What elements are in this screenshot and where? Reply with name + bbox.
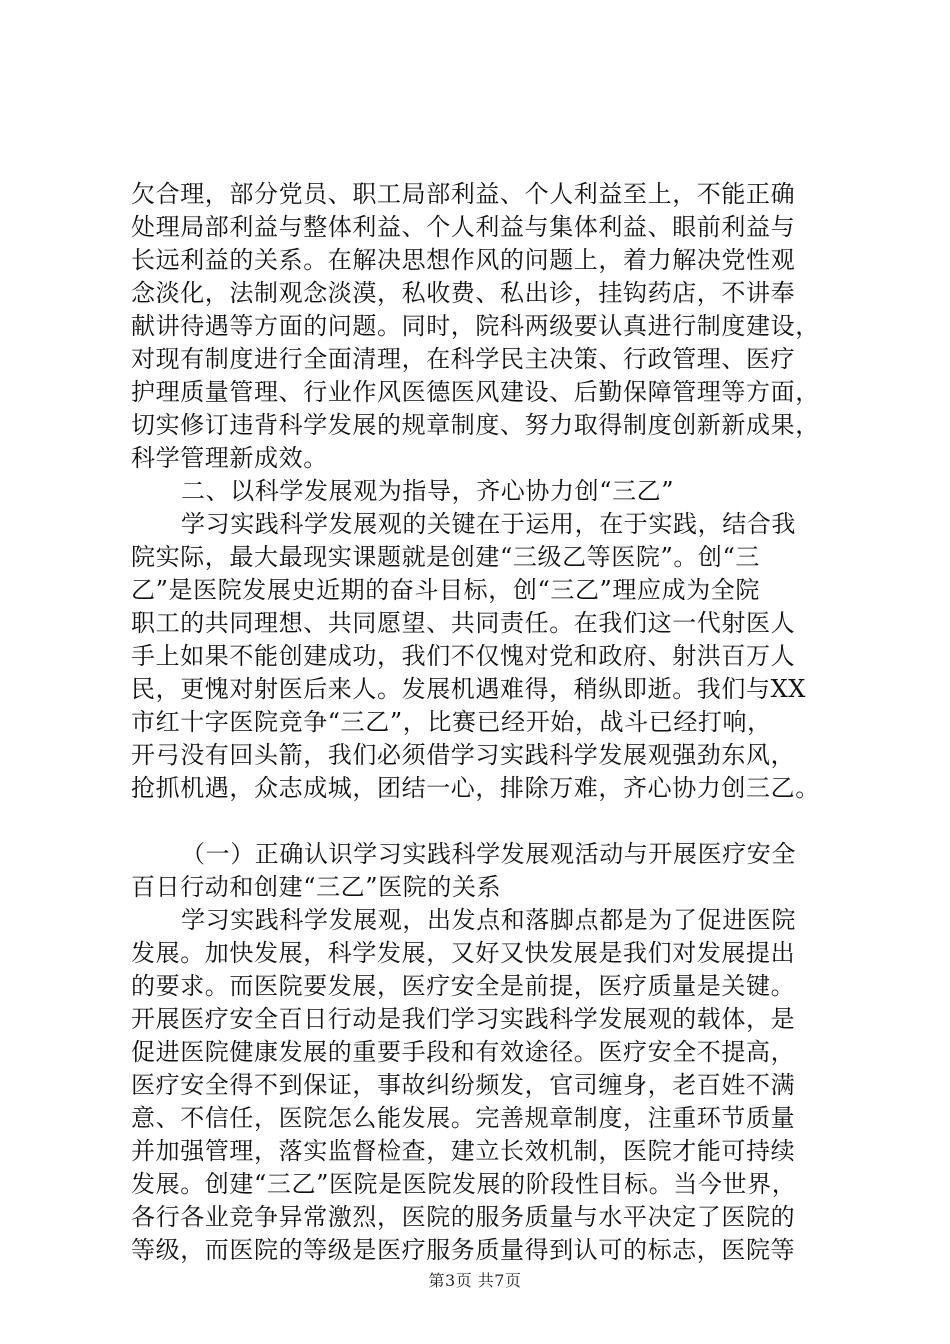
paragraph-line: 民，更愧对射医后来人。发展机遇难得，稍纵即逝。我们与XX: [131, 675, 806, 703]
paragraph-line: 医疗安全得不到保证，事故纠纷频发，官司缠身，老百姓不满: [131, 1071, 796, 1099]
paragraph-line: 欠合理，部分党员、职工局部利益、个人利益至上，不能正确: [131, 180, 796, 208]
subsection-heading: 百日行动和创建“三乙”医院的关系: [131, 873, 502, 901]
paragraph-line: 院实际，最大最现实课题就是创建“三级乙等医院”。创“三: [131, 543, 761, 571]
paragraph-line: 处理局部利益与整体利益、个人利益与集体利益、眼前利益与: [131, 213, 796, 241]
paragraph-line: 各行各业竞争异常激烈，医院的服务质量与水平决定了医院的: [131, 1203, 796, 1231]
page-number-footer: 第3页 共7页: [428, 1271, 522, 1290]
paragraph-line: 的要求。而医院要发展，医疗安全是前提，医疗质量是关键。: [131, 972, 796, 1000]
paragraph-line: 切实修订违背科学发展的规章制度、努力取得制度创新新成果，: [131, 411, 820, 439]
subsection-heading: （一）正确认识学习实践科学发展观活动与开展医疗安全: [181, 840, 796, 868]
paragraph-line: 科学管理新成效。: [131, 444, 328, 472]
paragraph-line: 对现有制度进行全面清理，在科学民主决策、行政管理、医疗: [131, 345, 796, 373]
paragraph-line: 市红十字医院竞争“三乙”，比赛已经开始，战斗已经打响，: [131, 708, 772, 736]
paragraph-line: 学习实践科学发展观，出发点和落脚点都是为了促进医院: [181, 906, 796, 934]
paragraph-line: 乙”是医院发展史近期的奋斗目标，创“三乙”理应成为全院: [131, 576, 761, 604]
paragraph-line: 发展。创建“三乙”医院是医院发展的阶段性目标。当今世界，: [131, 1170, 797, 1198]
paragraph-line: 学习实践科学发展观的关键在于运用，在于实践，结合我: [181, 510, 796, 538]
paragraph-line: 抢抓机遇，众志成城，团结一心，排除万难，齐心协力创三乙。: [131, 774, 820, 802]
paragraph-line: 职工的共同理想、共同愿望、共同责任。在我们这一代射医人: [131, 609, 796, 637]
section-heading: 二、以科学发展观为指导，齐心协力创“三乙”: [181, 477, 675, 505]
paragraph-line: 献讲待遇等方面的问题。同时，院科两级要认真进行制度建设，: [131, 312, 820, 340]
paragraph-line: 护理质量管理、行业作风医德医风建设、后勤保障管理等方面，: [131, 378, 820, 406]
paragraph-line: 手上如果不能创建成功，我们不仅愧对党和政府、射洪百万人: [131, 642, 796, 670]
paragraph-line: 念淡化，法制观念淡漠，私收费、私出诊，挂钩药店，不讲奉: [131, 279, 796, 307]
paragraph-line: 发展。加快发展，科学发展，又好又快发展是我们对发展提出: [131, 939, 796, 967]
paragraph-line: 开展医疗安全百日行动是我们学习实践科学发展观的载体，是: [131, 1005, 796, 1033]
paragraph-line: 并加强管理，落实监督检查，建立长效机制，医院才能可持续: [131, 1137, 796, 1165]
paragraph-line: 等级，而医院的等级是医疗服务质量得到认可的标志，医院等: [131, 1236, 796, 1264]
paragraph-line: 意、不信任，医院怎么能发展。完善规章制度，注重环节质量: [131, 1104, 796, 1132]
paragraph-line: 长远利益的关系。在解决思想作风的问题上，着力解决党性观: [131, 246, 796, 274]
paragraph-line: 促进医院健康发展的重要手段和有效途径。医疗安全不提高，: [131, 1038, 796, 1066]
paragraph-line: 开弓没有回头箭，我们必须借学习实践科学发展观强劲东风，: [131, 741, 796, 769]
